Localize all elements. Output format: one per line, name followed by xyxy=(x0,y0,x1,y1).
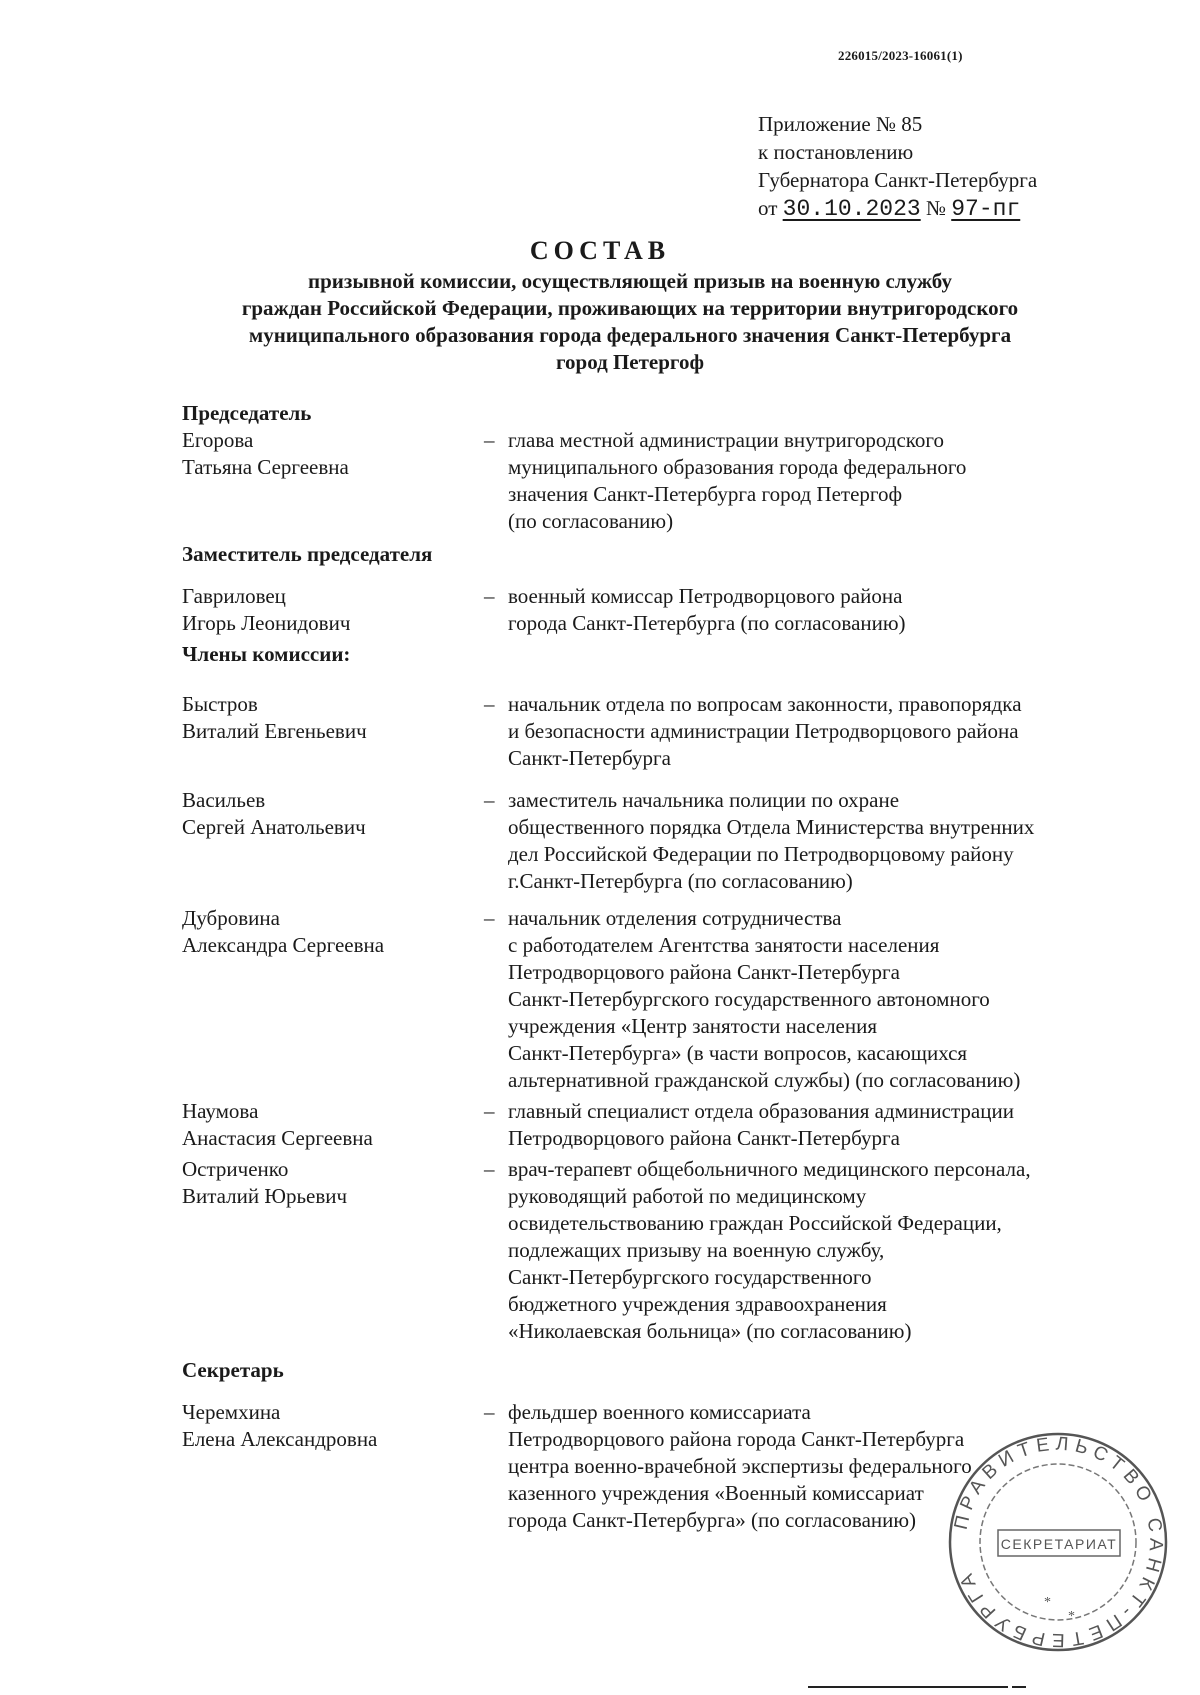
dash: – xyxy=(484,906,495,930)
person-given-name: Виталий Евгеньевич xyxy=(182,719,367,743)
person-surname: Васильев xyxy=(182,788,266,812)
section-secretary: Секретарь xyxy=(182,1358,284,1382)
document-subtitle xyxy=(150,268,1110,376)
person-name xyxy=(182,427,484,535)
person-name xyxy=(182,1156,484,1345)
person-name xyxy=(182,787,484,895)
dash: – xyxy=(484,1099,495,1123)
person-surname: Черемхина xyxy=(182,1400,281,1424)
official-seal-stamp xyxy=(944,1428,1172,1656)
section-members: Члены комиссии: xyxy=(182,642,351,666)
decree-number: 97-пг xyxy=(951,196,1021,222)
subtitle-line: город Петергоф xyxy=(556,350,704,374)
dash: – xyxy=(484,428,495,452)
person-position: фельдшер военного комиссариата Петродворцового района города Санкт-Петербурга центра военно-врачебной экспертизы федерального казенного учреждения «Военный комиссариат города Санкт-Петербурга» (по согласованию) xyxy=(508,1400,972,1532)
dash: – xyxy=(484,788,495,812)
signature-line-end xyxy=(1012,1686,1026,1688)
person-row xyxy=(182,1156,1122,1345)
appendix-reference: к постановлению xyxy=(758,140,914,164)
person-given-name: Татьяна Сергеевна xyxy=(182,455,349,479)
appendix-header xyxy=(758,110,1037,223)
subtitle-line: граждан Российской Федерации, проживающих на территории внутригородского xyxy=(241,296,1019,320)
person-name xyxy=(182,583,484,637)
person-row xyxy=(182,583,1122,637)
decree-date: 30.10.2023 xyxy=(782,196,921,222)
person-row xyxy=(182,691,1122,772)
person-given-name: Александра Сергеевна xyxy=(182,933,385,957)
seal-star-icon: * xyxy=(1044,1595,1051,1610)
person-position: глава местной администрации внутригородского муниципального образования города федерального значения Санкт-Петербурга город Петергоф (по согласованию) xyxy=(508,428,967,533)
commission-list xyxy=(182,400,1122,1534)
dash: – xyxy=(484,1157,495,1181)
document-title: СОСТАВ xyxy=(529,236,671,265)
section-deputy: Заместитель председателя xyxy=(182,542,433,566)
person-given-name: Виталий Юрьевич xyxy=(182,1184,348,1208)
dash: – xyxy=(484,1400,495,1424)
person-position: военный комиссар Петродворцового района города Санкт-Петербурга (по согласованию) xyxy=(508,584,906,635)
person-name xyxy=(182,1399,484,1534)
appendix-number: Приложение № 85 xyxy=(758,112,923,136)
person-name xyxy=(182,905,484,1094)
signature-line xyxy=(808,1686,1008,1688)
person-surname: Гавриловец xyxy=(182,584,286,608)
person-surname: Наумова xyxy=(182,1099,259,1123)
appendix-date-line xyxy=(758,194,1037,223)
subtitle-line: призывной комиссии, осуществляющей призыв на военную службу xyxy=(308,269,952,293)
dash: – xyxy=(484,692,495,716)
person-surname: Егорова xyxy=(182,428,254,452)
person-row xyxy=(182,427,1122,535)
seal-star-icon: * xyxy=(1068,1609,1075,1624)
person-given-name: Игорь Леонидович xyxy=(182,611,351,635)
dash: – xyxy=(484,584,495,608)
appendix-issuer: Губернатора Санкт-Петербурга xyxy=(758,168,1038,192)
seal-outer-text: ПРАВИТЕЛЬСТВО САНКТ-ПЕТЕРБУРГА xyxy=(950,1433,1167,1651)
subtitle-line: муниципального образования города федерального значения Санкт-Петербурга xyxy=(248,323,1012,347)
person-surname: Быстров xyxy=(182,692,258,716)
person-given-name: Сергей Анатольевич xyxy=(182,815,366,839)
person-surname: Дубровина xyxy=(182,906,280,930)
person-surname: Остриченко xyxy=(182,1157,289,1181)
date-prefix: от xyxy=(758,196,778,220)
person-given-name: Елена Александровна xyxy=(182,1427,378,1451)
document-registration-number: 226015/2023-16061(1) xyxy=(838,48,963,63)
person-position: главный специалист отдела образования администрации Петродворцового района Санкт-Петербурга xyxy=(508,1099,1014,1150)
section-chair: Председатель xyxy=(182,401,312,425)
person-position: начальник отдела по вопросам законности, правопорядка и безопасности администрации Петродворцового района Санкт-Петербурга xyxy=(508,692,1022,770)
seal-center-text: СЕКРЕТАРИАТ xyxy=(1000,1536,1118,1552)
person-position: начальник отделения сотрудничества с работодателем Агентства занятости населения Петродворцового района Санкт-Петербурга Санкт-Петербургского государственного автономного учреждения «Центр занятости населения Санкт-Петербурга» (в части вопросов, касающихся альтернативной гражданской службы) (по согласованию) xyxy=(508,906,1021,1092)
person-position: врач-терапевт общебольничного медицинского персонала, руководящий работой по медицинскому освидетельствованию граждан Российской Федерации, подлежащих призыву на военную службу, Санкт-Петербургского государственного бюджетного учреждения здравоохранения «Николаевская больница» (по согласованию) xyxy=(508,1157,1031,1343)
person-given-name: Анастасия Сергеевна xyxy=(182,1126,373,1150)
person-name xyxy=(182,691,484,772)
person-position: заместитель начальника полиции по охране общественного порядка Отдела Министерства внутренних дел Российской Федерации по Петродворцовому району г.Санкт-Петербурга (по согласованию) xyxy=(508,788,1035,893)
person-name xyxy=(182,1098,484,1152)
person-row xyxy=(182,1098,1122,1152)
person-row xyxy=(182,905,1122,1094)
person-row xyxy=(182,787,1122,895)
number-prefix: № xyxy=(925,196,946,220)
